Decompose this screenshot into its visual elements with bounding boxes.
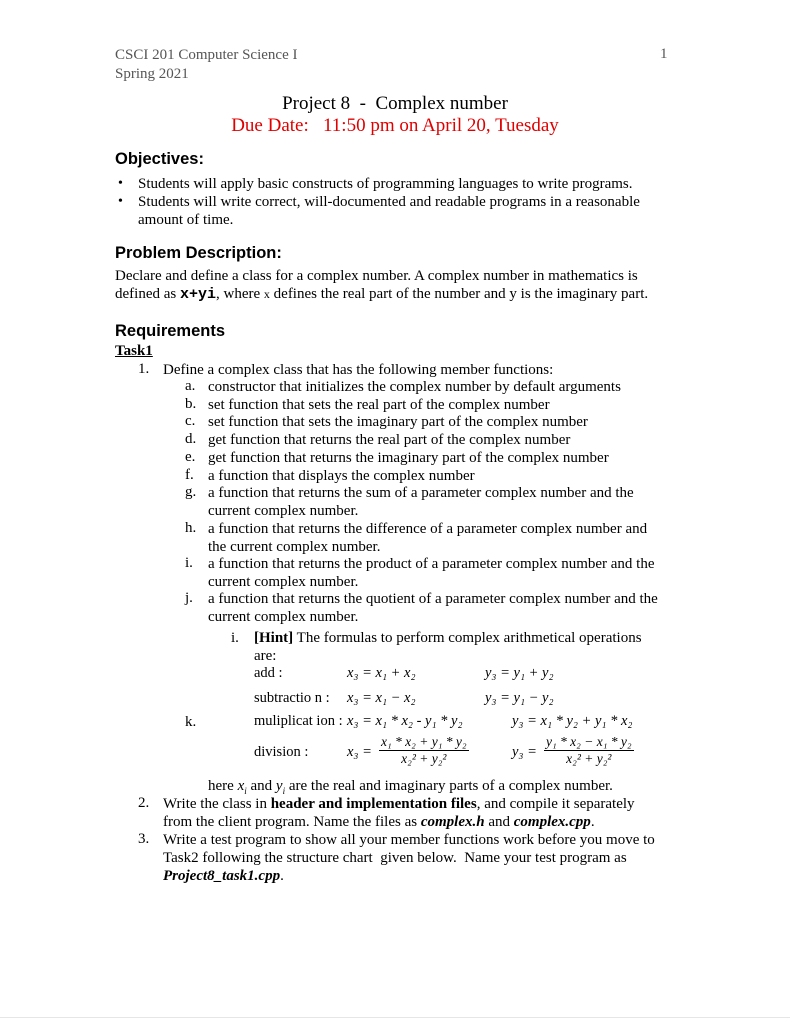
add-label: add : — [254, 665, 283, 681]
item-letter: h. — [185, 519, 197, 536]
member-function-item: a function that displays the complex number — [208, 467, 475, 484]
item-letter: c. — [185, 413, 196, 430]
member-function-item: set function that sets the imaginary part of the complex number — [208, 414, 588, 431]
requirement-2-cont: from the client program. Name the files as complex.h and complex.cpp. — [163, 814, 595, 830]
item-letter-k: k. — [185, 714, 197, 730]
project-title: Project 8 - Complex number — [282, 93, 508, 114]
member-function-item: a function that returns the difference of a parameter complex number and the current complex number. — [208, 520, 648, 555]
division-label: division : — [254, 744, 309, 760]
code-x-plus-yi: x+yi — [179, 286, 216, 303]
item-number-3: 3. — [138, 831, 150, 847]
objective-2-cont: amount of time. — [138, 212, 234, 228]
mul-x-formula: x₃ = x₁ * x₂ - y₁ * y₂ — [347, 713, 463, 729]
item-number-1: 1. — [138, 361, 150, 377]
page-number: 1 — [660, 46, 668, 62]
course-name: CSCI 201 Computer Science I — [115, 47, 298, 63]
member-function-item: constructor that initializes the complex number by default arguments — [208, 379, 621, 395]
item-number-2: 2. — [138, 795, 150, 811]
mul-y-formula: y₃ = x₁ * y₂ + y₁ * x₂ — [512, 713, 633, 729]
problem-line-2: defined as x+yi, where x defines the real part of the number and y is the imaginary part. — [115, 286, 649, 303]
member-function-item: get function that returns the imaginary part of the complex number — [208, 449, 609, 466]
member-function-item: a function that returns the sum of a parameter complex number and the current complex number. — [208, 485, 634, 520]
task1-label: Task1 — [115, 343, 153, 359]
item-letter: f. — [185, 466, 194, 483]
item-letter: i. — [185, 555, 193, 571]
add-y-formula: y₃ = y₁ + y₂ — [485, 665, 554, 681]
item-letter: g. — [185, 484, 197, 501]
item-letter: d. — [185, 431, 197, 448]
requirement-1: Define a complex class that has the following member functions: — [163, 362, 554, 378]
file-complex-cpp: complex.cpp — [513, 814, 591, 830]
problem-line-1: Declare and define a class for a complex number. A complex number in mathematics is — [115, 268, 638, 284]
hint-text: [Hint] The formulas to perform complex arithmetical operations — [254, 630, 642, 646]
add-x-formula: x₃ = x₁ + x₂ — [347, 665, 416, 681]
member-function-item: a function that returns the quotient of a parameter complex number and the current complex number. — [208, 591, 658, 626]
item-letter: j. — [185, 590, 193, 607]
requirements-heading: Requirements — [115, 322, 226, 340]
div-y-lhs: y₃ = — [512, 744, 537, 760]
file-complex-h: complex.h — [420, 814, 485, 830]
item-letter: a. — [185, 378, 196, 394]
item-letter: b. — [185, 395, 197, 412]
requirement-2: Write the class in header and implementation files, and compile it separately — [163, 796, 635, 812]
multiplication-label: muliplicat ion : — [254, 713, 343, 729]
bullet-icon: • — [118, 194, 123, 209]
sub-x-formula: x₃ = x₁ − x₂ — [347, 690, 416, 706]
objectives-heading: Objectives: — [115, 150, 204, 168]
due-date: Due Date: 11:50 pm on April 20, Tuesday — [231, 115, 559, 136]
member-function-item: set function that sets the real part of the complex number — [208, 396, 550, 413]
term: Spring 2021 — [115, 66, 189, 82]
bullet-icon: • — [118, 176, 123, 191]
subtraction-label: subtractio n : — [254, 690, 330, 706]
page-header — [115, 46, 297, 84]
requirement-3: Write a test program to show all your member functions work before you move to — [163, 832, 655, 848]
formula-note: here $x_i$ and $y_i$ are the real and imaginary parts of a complex number. — [208, 778, 613, 796]
sub-y-formula: y₃ = y₁ − y₂ — [485, 690, 554, 706]
hint-number: i. — [231, 630, 239, 646]
problem-heading: Problem Description: — [115, 244, 282, 262]
div-y-fraction: $\frac{\text{y₁ * x₂ − x₁ * y₂}}{\text{x₂² + y₂²}}$ — [546, 734, 632, 766]
div-x-fraction: $\frac{\text{x₁ * x₂ + y₁ * y₂}}{\text{x₂² + y₂²}}$ — [381, 734, 467, 766]
page-bottom-edge — [0, 1017, 790, 1018]
requirement-3-cont: Task2 following the structure chart given below. Name your test program as — [163, 850, 627, 866]
div-x-lhs: x₃ = — [347, 744, 372, 760]
hint-text-cont: are: — [254, 648, 277, 664]
member-function-item: get function that returns the real part of the complex number — [208, 432, 571, 449]
requirement-3-file: Project8_task1.cpp. — [163, 868, 284, 884]
objective-1: Students will apply basic constructs of programming languages to write programs. — [138, 176, 633, 192]
member-function-item: a function that returns the product of a parameter complex number and the current complex number. — [208, 556, 655, 590]
objective-2: Students will write correct, will-documented and readable programs in a reasonable — [138, 194, 640, 210]
item-letter: e. — [185, 448, 196, 465]
